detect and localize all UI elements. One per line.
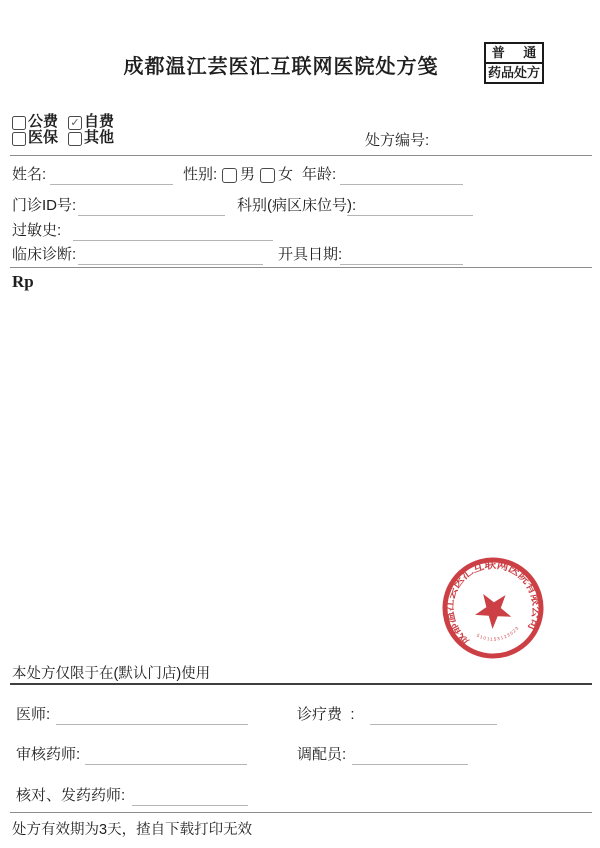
divider-rp — [10, 267, 592, 268]
department-field-line — [347, 197, 473, 216]
other-payment-label: 其他 — [84, 129, 115, 146]
public-expense-label: 公费 — [28, 113, 59, 130]
review-pharmacist-field-line — [85, 746, 247, 765]
page-title: 成都温江芸医汇互联网医院处方笺 — [123, 56, 439, 78]
check-pharmacist-label: 核对、发药药师: — [16, 787, 126, 804]
age-field-line — [340, 166, 463, 185]
diagnosis-row — [0, 246, 600, 268]
svg-text:5101153123023 — [475, 622, 522, 647]
prescription-type-box — [484, 42, 544, 84]
divider-top — [10, 155, 592, 156]
outpatient-id-field-line — [78, 197, 225, 216]
footer-note: 处方有效期为3天，揸自下载打印无效 — [12, 822, 253, 838]
fee-label: 诊疗费 : — [297, 706, 355, 723]
diagnosis-label: 临床诊断: — [12, 246, 77, 263]
medical-insurance-checkbox — [12, 132, 26, 146]
male-label: 男 — [240, 166, 256, 183]
rx-number-label: 处方编号: — [365, 132, 430, 149]
seal-serial-number: 5101153123023 — [475, 624, 521, 642]
doctor-field-line — [56, 706, 248, 725]
type-box-line2: 药品处方 — [487, 65, 540, 80]
self-pay-checkbox — [68, 116, 82, 130]
outpatient-id-row — [0, 197, 600, 219]
female-checkbox — [260, 168, 275, 183]
divider-store-note — [10, 683, 592, 685]
doctor-row — [0, 706, 600, 728]
outpatient-id-label: 门诊ID号: — [12, 197, 77, 214]
fee-field-line — [370, 706, 497, 725]
issue-date-label: 开具日期: — [278, 246, 343, 263]
seal-star-icon — [468, 584, 517, 633]
name-label: 姓名: — [12, 166, 47, 183]
name-field-line — [50, 166, 173, 185]
rp-symbol: Rp — [12, 272, 34, 291]
age-label: 年龄: — [302, 166, 337, 183]
patient-name-row — [0, 166, 600, 188]
hospital-seal — [428, 543, 558, 673]
public-expense-checkbox — [12, 116, 26, 130]
issue-date-field-line — [340, 246, 463, 265]
store-note: 本处方仅限于在(默认门店)使用 — [12, 666, 211, 682]
review-pharmacist-row — [0, 746, 600, 768]
check-pharmacist-field-line — [132, 787, 248, 806]
other-payment-checkbox — [68, 132, 82, 146]
dispenser-label: 调配员: — [297, 746, 347, 763]
medical-insurance-label: 医保 — [28, 129, 59, 146]
diagnosis-field-line — [78, 246, 263, 265]
female-label: 女 — [278, 166, 294, 183]
checkmark-icon: ✓ — [70, 117, 80, 129]
self-pay-label: 自费 — [84, 113, 115, 130]
dispenser-field-line — [352, 746, 468, 765]
allergy-label: 过敏史: — [12, 222, 62, 239]
divider-footer — [10, 812, 592, 813]
allergy-field-line — [73, 222, 273, 241]
seal-company-text: 成都温江芸医汇互联网医院有限公司 — [443, 558, 543, 648]
allergy-row — [0, 222, 600, 244]
type-box-line1: 普 通 — [486, 44, 542, 64]
check-pharmacist-row — [0, 787, 600, 809]
doctor-label: 医师: — [16, 706, 51, 723]
review-pharmacist-label: 审核药师: — [16, 746, 81, 763]
department-label: 科别(病区床位号): — [237, 197, 357, 214]
gender-label: 性别: — [183, 166, 218, 183]
male-checkbox — [222, 168, 237, 183]
